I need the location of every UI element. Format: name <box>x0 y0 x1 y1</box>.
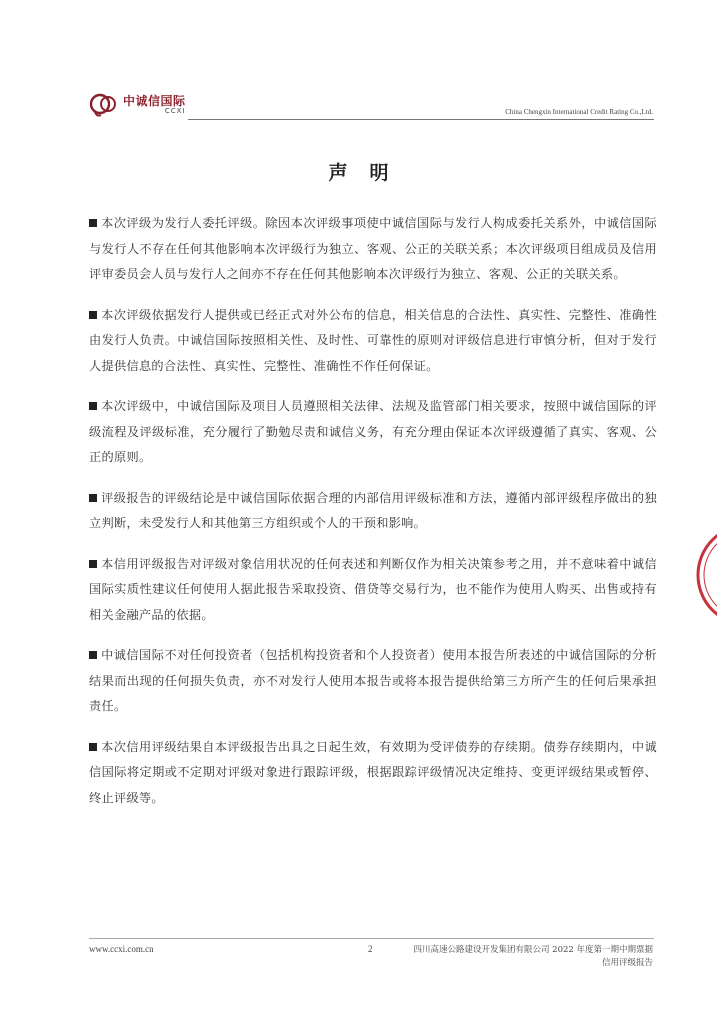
logo-english-abbr: CCXI <box>164 107 186 115</box>
statement-text: 评级报告的评级结论是中诚信国际依据合理的内部信用评级标准和方法，遵循内部评级程序做出的独立判断，未受发行人和其他第三方组织或个人的干预和影响。 <box>89 490 657 531</box>
statement-text: 中诚信国际不对任何投资者（包括机构投资者和个人投资者）使用本报告所表述的中诚信国际的分析结果而出现的任何损失负责，亦不对发行人使用本报告或将本报告提供给第三方所产生的任何后果承担责任。 <box>89 648 657 714</box>
footer-divider <box>89 938 654 939</box>
footer-report-line-2: 信用评级报告 <box>601 958 653 968</box>
square-bullet-icon <box>89 560 97 568</box>
statement-paragraph <box>89 394 657 471</box>
statement-text: 本次评级依据发行人提供或已经正式对外公布的信息，相关信息的合法性、真实性、完整性、准确性由发行人负责。中诚信国际按照相关性、及时性、可靠性的原则对评级信息进行审慎分析，但对于发行人提供信息的合法性、真实性、完整性、准确性不作任何保证。 <box>89 307 657 373</box>
red-seal-stamp-icon <box>693 520 717 630</box>
statement-list <box>89 199 657 826</box>
footer-report-title <box>413 944 653 970</box>
square-bullet-icon <box>89 311 97 319</box>
statement-paragraph <box>89 552 657 629</box>
footer-website: www.ccxi.com.cn <box>89 944 154 954</box>
square-bullet-icon <box>89 494 97 502</box>
statement-text: 本次评级为发行人委托评级。除因本次评级事项使中诚信国际与发行人构成委托关系外，中诚信国际与发行人不存在任何其他影响本次评级行为独立、客观、公正的关联关系；本次评级项目组成员及信用评审委员会人员与发行人之间亦不存在任何其他影响本次评级行为独立、客观、公正的关联关系。 <box>89 216 657 282</box>
statement-text: 本次评级中，中诚信国际及项目人员遵照相关法律、法规及监管部门相关要求，按照中诚信国际的评级流程及评级标准，充分履行了勤勉尽责和诚信义务，有充分理由保证本次评级遵循了真实、客观、公正的原则。 <box>89 399 657 465</box>
statement-paragraph <box>89 211 657 288</box>
header-company-name: China Chengxin International Credit Rating Co.,Ltd. <box>505 108 653 116</box>
statement-paragraph <box>89 486 657 537</box>
page-number: 2 <box>368 944 373 954</box>
footer-report-line-1: 四川高速公路建设开发集团有限公司 2022 年度第一期中期票据 <box>413 945 653 955</box>
statement-paragraph <box>89 303 657 380</box>
logo-chinese-name: 中诚信国际 <box>123 94 186 108</box>
page-title: 声明 <box>328 162 411 184</box>
square-bullet-icon <box>89 402 97 410</box>
square-bullet-icon <box>89 219 97 227</box>
square-bullet-icon <box>89 743 97 751</box>
ccxi-logo <box>89 92 186 118</box>
statement-paragraph <box>89 735 657 812</box>
header-divider <box>188 119 654 120</box>
statement-text: 本信用评级报告对评级对象信用状况的任何表述和判断仅作为相关决策参考之用，并不意味着中诚信国际实质性建议任何使用人据此报告采取投资、借贷等交易行为，也不能作为使用人购买、出售或持有相关金融产品的依据。 <box>89 556 657 622</box>
statement-paragraph <box>89 643 657 720</box>
ccxi-elephant-logo-icon <box>89 92 119 118</box>
square-bullet-icon <box>89 651 97 659</box>
statement-text: 本次信用评级结果自本评级报告出具之日起生效，有效期为受评债券的存续期。债券存续期内，中诚信国际将定期或不定期对评级对象进行跟踪评级，根据跟踪评级情况决定维持、变更评级结果或暂停、终止评级等。 <box>89 739 657 805</box>
